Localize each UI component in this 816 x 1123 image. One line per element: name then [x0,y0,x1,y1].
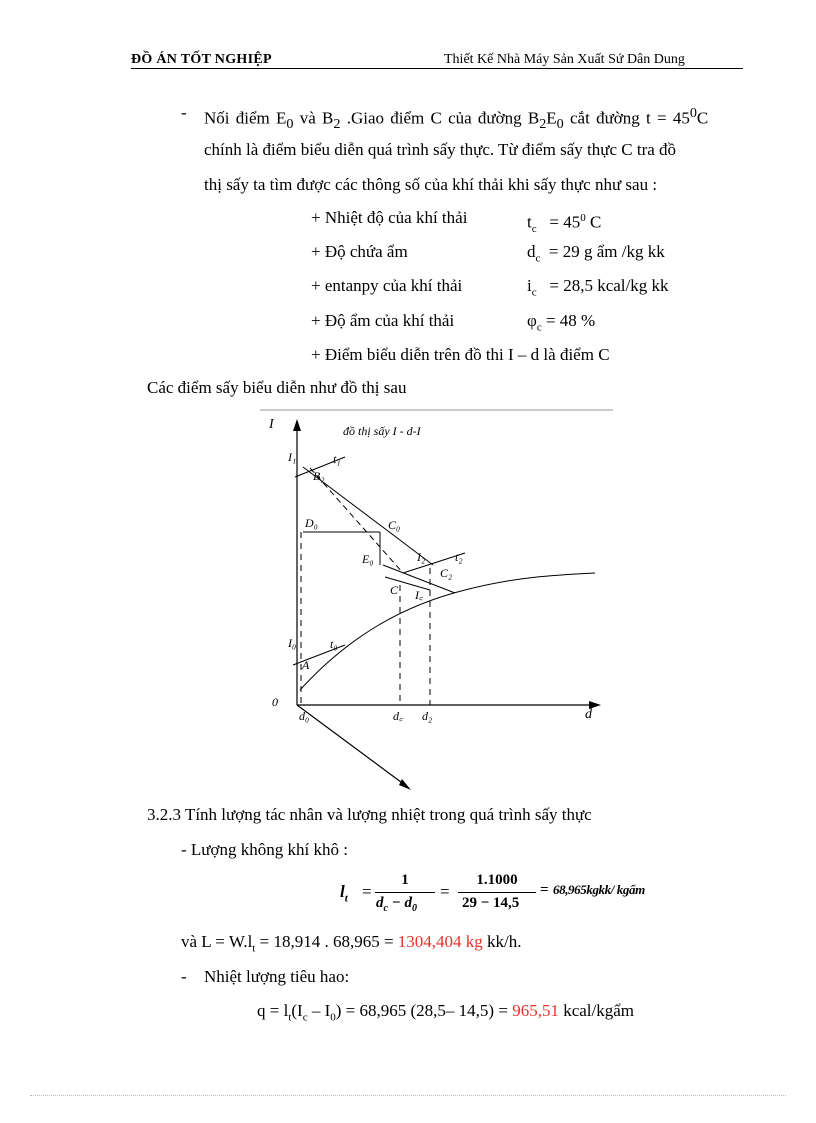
header-left-title: ĐỒ ÁN TỐT NGHIỆP [131,52,272,67]
label-b2: B₂ [313,469,325,483]
label-i1: I₁ [288,450,297,464]
label-i0: I₀ [288,636,297,650]
header-rule [131,68,743,69]
page-bottom-rule [30,1095,786,1096]
header-right-title: Thiết Kế Nhà Máy Sản Xuất Sứ Dân Dung [444,52,685,67]
label-ic: I꜀ [415,588,424,602]
tick-d0: d₀ [299,709,310,723]
label-i2: I₂ [417,550,426,564]
tick-d2: d₂ [422,709,433,723]
label-t2: t₂ [455,550,463,564]
label-d0: D₀ [305,516,318,530]
intro-line-2: chính là điểm biểu diễn quá trình sấy thực. Từ điểm sấy thực C tra đồ [204,140,677,159]
label-t0: t₀ [330,637,338,651]
dry-air-formula: $l_t$ = 1 $d_c - d_0$ = 1.1000 29 − 14,5 = 68,965kgkk/ kgẩm [340,872,645,914]
axis-x-label: d [585,707,592,722]
tick-dc: d꜀ [393,709,404,723]
heat-bullet: - [181,967,187,986]
heat-label: Nhiệt lượng tiêu hao: [204,967,350,986]
label-t1: t₁ [333,452,341,466]
L-value-highlight: 1304,404 kg [397,932,483,951]
intro-line-3: thị sấy ta tìm được các thông số của khí thải khi sấy thực như sau : [204,175,658,194]
chart-title: đồ thị sấy I - d-I [343,424,421,438]
label-e0: E₀ [362,552,374,566]
label-a: A [302,658,310,672]
label-c: C [390,583,399,597]
axis-y-label: I [269,417,274,432]
label-c2: C₂ [440,566,453,580]
intro-bullet: - [181,103,187,122]
origin-label: 0 [272,695,278,709]
y-axis-arrow [293,419,301,431]
diagonal-axis-arrow [399,779,411,790]
drying-chart [255,405,615,795]
label-c0: C₀ [388,518,401,532]
chart-caption: Các điểm sấy biểu diễn như đồ thị sau [147,378,407,397]
dry-air-label: - Lượng không khí khô : [181,840,348,859]
q-line: $q = l_t(I_c - I_0) = 68,965$ (28,5– 14,5) = 965,51 kcal/kgẩm [257,1001,634,1024]
section-title: 3.2.3 Tính lượng tác nhân và lượng nhiệt trong quá trình sấy thực [147,805,592,824]
intro-line-1: Nối điểm $E_0$ và $B_2$ .Giao điểm C của đường $B_2E_0$ cắt đường $t = 45^0C$ [204,105,709,133]
diagonal-axis [297,705,405,785]
L-line: và $L = W.l_t = 18,914$ . 68,965 = 1304,404 kg kk/h. [181,932,522,955]
q-value-highlight: 965,51 [512,1001,559,1020]
point-line: + Điểm biểu diễn trên đồ thi I – d là điểm C [311,345,610,364]
